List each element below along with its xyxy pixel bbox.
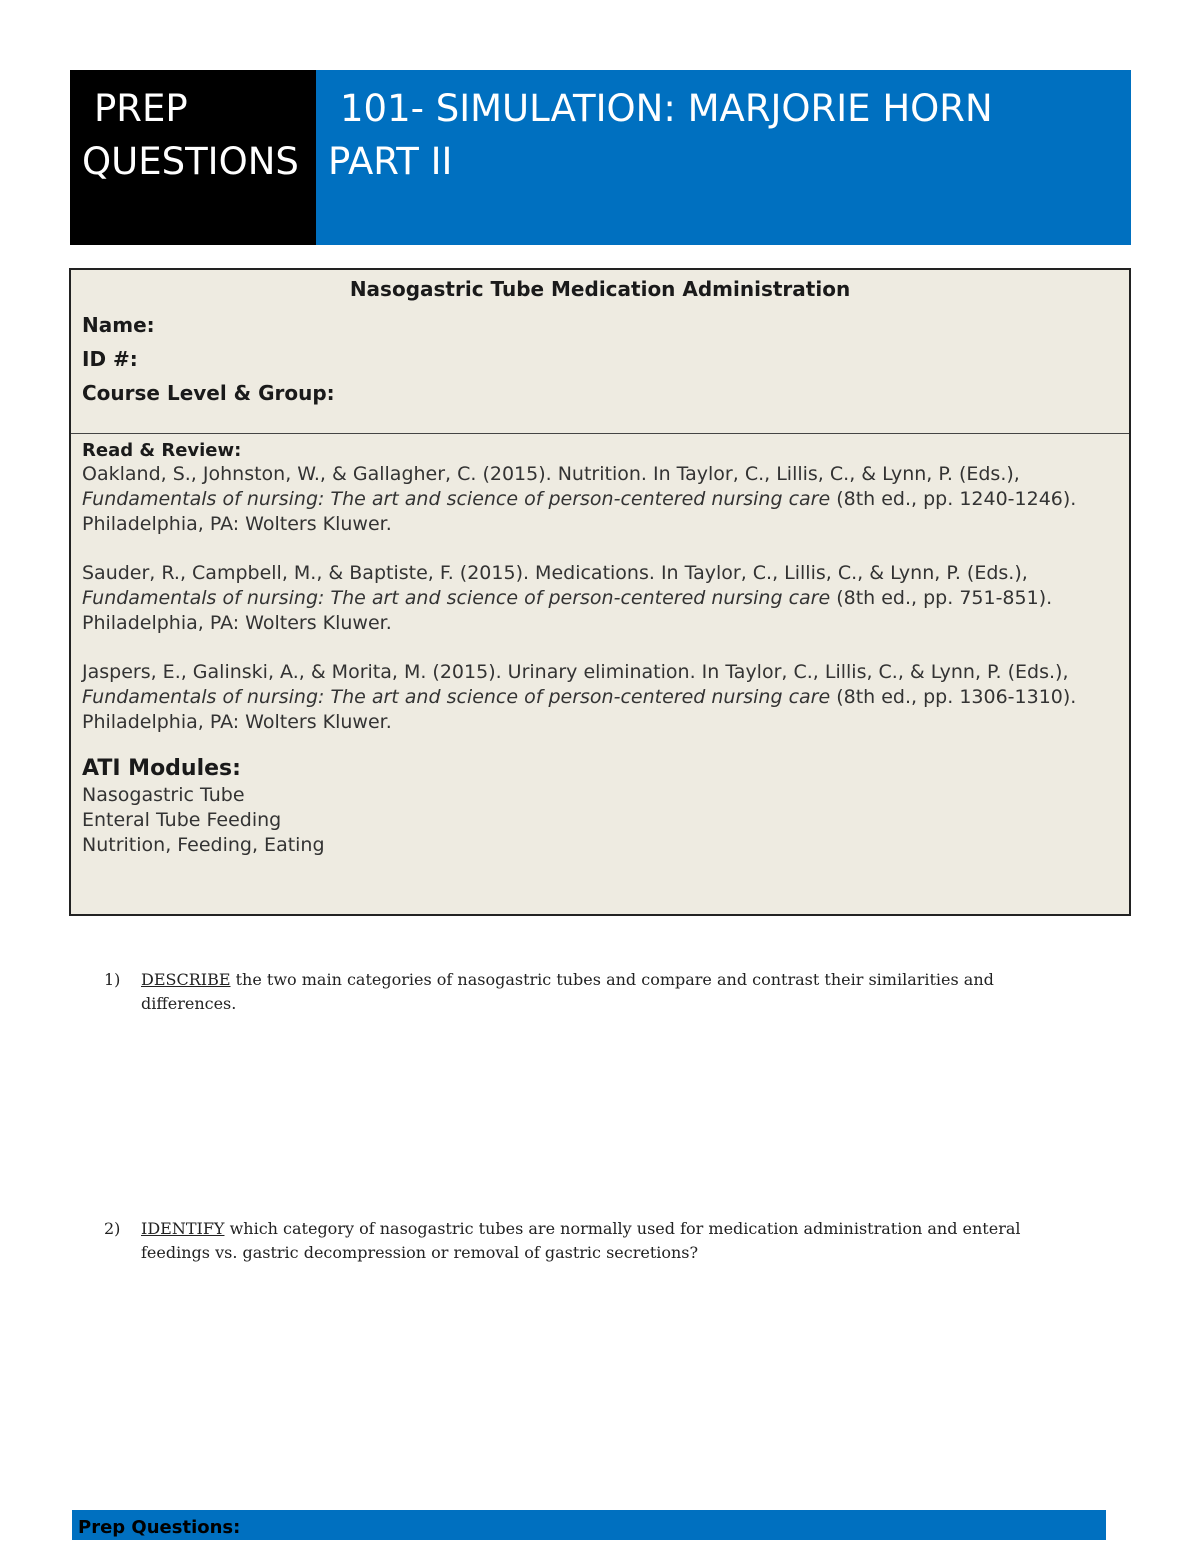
reference-book-title: Fundamentals of nursing: The art and science of person-centered nursing care <box>82 686 831 708</box>
header-right-line2: PART II <box>328 140 453 183</box>
question-2 <box>104 1217 1084 1265</box>
document-header <box>70 70 1131 245</box>
reference-text: Oakland, S., Johnston, W., & Gallagher, C. (2015). Nutrition. In Taylor, C., Lillis, C., & Lynn, P. (Eds.), <box>82 463 1020 485</box>
question-1 <box>104 968 1084 1016</box>
question-verb: IDENTIFY <box>141 1219 225 1238</box>
question-body: which category of nasogastric tubes are normally used for medication administration and enteral feedings vs. gastric decompression or removal of gastric secretions? <box>141 1219 1021 1262</box>
header-title-block <box>316 70 1131 245</box>
reference-1 <box>82 462 1111 537</box>
student-info-section <box>71 270 1129 434</box>
id-label: ID #: <box>82 347 138 371</box>
question-text <box>141 1217 1084 1265</box>
question-body: the two main categories of nasogastric tubes and compare and contrast their similarities and differences. <box>141 970 994 1013</box>
name-label: Name: <box>82 313 155 337</box>
question-number: 2) <box>104 1219 121 1238</box>
form-title: Nasogastric Tube Medication Administration <box>349 277 851 301</box>
reference-text: (8th ed., pp. 1306-1310). Philadelphia, PA: Wolters Kluwer. <box>82 686 1077 733</box>
review-section <box>71 434 1129 858</box>
reference-book-title: Fundamentals of nursing: The art and science of person-centered nursing care <box>82 488 831 510</box>
assignment-box <box>69 268 1131 916</box>
reference-book-title: Fundamentals of nursing: The art and science of person-centered nursing care <box>82 587 831 609</box>
ati-modules-title: ATI Modules: <box>82 756 241 781</box>
header-right-line1: 101- SIMULATION: MARJORIE HORN <box>340 87 993 130</box>
course-label: Course Level & Group: <box>82 381 335 405</box>
ati-module-item: Nasogastric Tube <box>82 784 245 806</box>
page-footer <box>72 1510 1106 1540</box>
question-verb: DESCRIBE <box>141 970 231 989</box>
reference-3 <box>82 660 1111 735</box>
reference-text: Jaspers, E., Galinski, A., & Morita, M. (2015). Urinary elimination. In Taylor, C., Lillis, C., & Lynn, P. (Eds.), <box>82 661 1069 683</box>
reference-text: (8th ed., pp. 751-851). Philadelphia, PA: Wolters Kluwer. <box>82 587 1053 634</box>
header-left-line1: PREP <box>94 87 188 130</box>
ati-module-item: Nutrition, Feeding, Eating <box>82 834 325 856</box>
question-number: 1) <box>104 970 121 989</box>
read-review-label: Read & Review: <box>82 440 242 461</box>
ati-module-item: Enteral Tube Feeding <box>82 809 282 831</box>
header-prep-block <box>70 70 316 245</box>
question-text <box>141 968 1084 1016</box>
footer-label: Prep Questions: <box>78 1517 241 1538</box>
reference-text: (8th ed., pp. 1240-1246). Philadelphia, PA: Wolters Kluwer. <box>82 488 1077 535</box>
reference-text: Sauder, R., Campbell, M., & Baptiste, F. (2015). Medications. In Taylor, C., Lillis, C., & Lynn, P. (Eds.), <box>82 562 1028 584</box>
header-left-line2: QUESTIONS <box>82 140 299 183</box>
reference-2 <box>82 561 1111 636</box>
